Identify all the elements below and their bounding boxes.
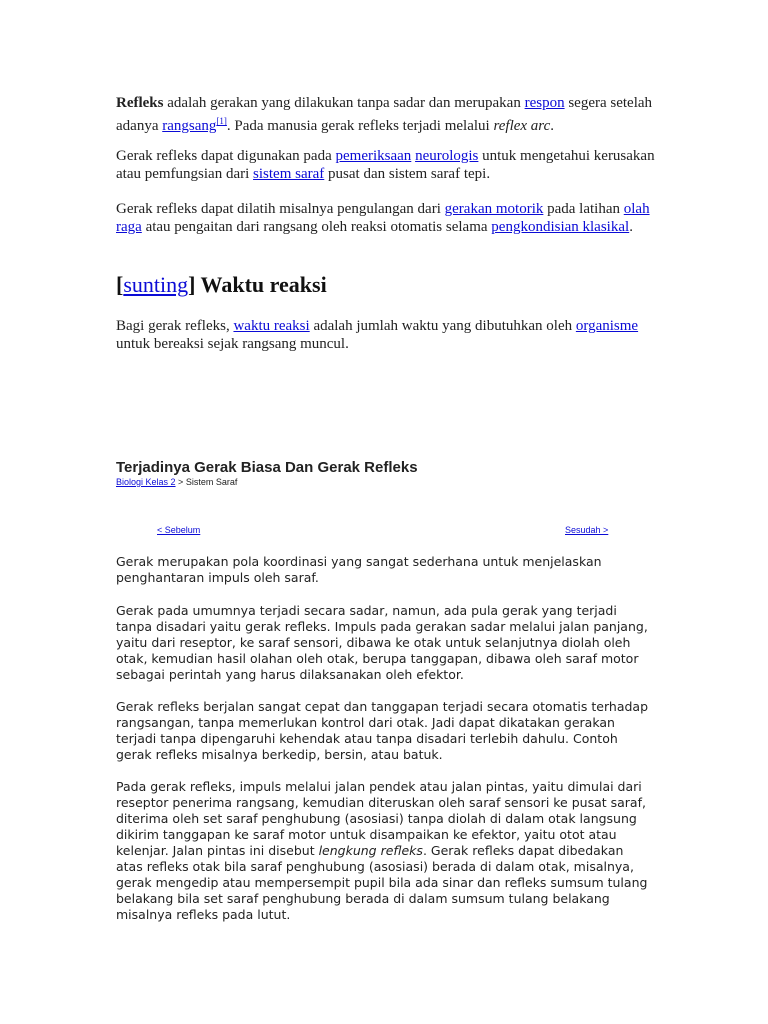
section-heading-waktu-reaksi — [116, 271, 327, 299]
next-link[interactable]: Sesudah > — [565, 525, 609, 535]
link-pemeriksaan[interactable]: pemeriksaan — [335, 148, 412, 164]
text: Gerak refleks dapat digunakan pada — [116, 148, 336, 164]
bracket: ] — [188, 272, 196, 297]
text: . Pada manusia gerak refleks terjadi melalui — [226, 118, 494, 134]
link-waktu-reaksi[interactable]: waktu reaksi — [233, 318, 310, 334]
text: untuk mengetahui kerusakan atau pemfungsian dari — [116, 148, 655, 182]
text: . — [550, 118, 554, 134]
link-rangsang[interactable]: rangsang — [162, 118, 217, 134]
text: segera setelah adanya — [116, 95, 653, 134]
paragraph-pemeriksaan — [116, 147, 656, 183]
link-gerakan-motorik[interactable]: gerakan motorik — [444, 201, 544, 217]
text: Gerak refleks dapat dilatih misalnya pengulangan dari — [116, 201, 445, 217]
link-neurologis[interactable]: neurologis — [415, 148, 479, 164]
breadcrumb-separator: > — [175, 477, 186, 487]
article-paragraph-1: Gerak merupakan pola koordinasi yang sangat sederhana untuk menjelaskan penghantaran impuls oleh saraf. — [116, 554, 602, 585]
breadcrumb-link-biologi-kelas-2[interactable]: Biologi Kelas 2 — [116, 477, 176, 487]
text: untuk bereaksi sejak rangsang muncul. — [116, 336, 349, 352]
text: pada latihan — [543, 201, 624, 217]
paragraph-waktu-reaksi — [116, 317, 656, 353]
breadcrumb-current: Sistem Saraf — [185, 477, 238, 487]
text: atau pengaitan dari rangsang oleh reaksi otomatis selama — [141, 219, 492, 235]
text: pusat dan sistem saraf tepi. — [324, 166, 491, 182]
text: adalah jumlah waktu yang dibutuhkan oleh — [309, 318, 576, 334]
article-paragraph-4 — [116, 779, 652, 923]
link-organisme[interactable]: organisme — [575, 318, 639, 334]
link-olah-raga[interactable]: olah raga — [116, 201, 650, 235]
text: adalah gerakan yang dilakukan tanpa sadar dan merupakan — [163, 95, 525, 111]
bracket: [ — [116, 272, 124, 297]
section-title: Waktu reaksi — [195, 272, 327, 297]
article-paragraph-3: Gerak refleks berjalan sangat cepat dan tanggapan terjadi secara otomatis terhadap rangsangan, tanpa memerlukan kontrol dari otak. Jadi dapat dikatakan gerakan terjadi tanpa dipengaruhi kehendak atau tanpa disadari terlebih dahulu. Contoh gerak refleks misalnya berkedip, bersin, atau batuk. — [116, 699, 649, 762]
breadcrumb — [116, 476, 237, 488]
link-pengkondisian-klasikal[interactable]: pengkondisian klasikal — [491, 219, 630, 235]
link-respon[interactable]: respon — [524, 95, 565, 111]
italic-lengkung-refleks: lengkung refleks — [318, 843, 423, 858]
reference-link[interactable]: [1] — [216, 116, 227, 126]
text: . Gerak refleks dapat dibedakan atas refleks otak bila saraf penghubung (asosiasi) berada di dalam otak, misalnya, gerak mengedip atau mempersempit pupil bila ada sinar dan refleks sumsum tulang belakang bila set saraf penghubung berada di dalam sumsum tulang belakang misalnya refleks pada lutut. — [116, 843, 648, 922]
article-paragraph-2: Gerak pada umumnya terjadi secara sadar, namun, ada pula gerak yang terjadi tanpa disadari yaitu gerak refleks. Impuls pada gerakan sadar melalui jalan panjang, yaitu dari reseptor, ke saraf sensori, dibawa ke otak untuk selanjutnya diolah oleh otak, kemudian hasil olahan oleh otak, berupa tanggapan, dibawa oleh saraf motor sebagai perintah yang harus dilaksanakan oleh efektor. — [116, 603, 648, 682]
paragraph-latihan — [116, 200, 656, 236]
term-refleks: Refleks — [116, 95, 164, 111]
edit-section-link[interactable]: sunting — [123, 272, 189, 297]
link-sistem-saraf[interactable]: sistem saraf — [253, 166, 325, 182]
text: . — [629, 219, 633, 235]
paragraph-refleks-definition — [116, 94, 656, 135]
previous-link[interactable]: < Sebelum — [157, 525, 201, 535]
italic-reflex-arc: reflex arc — [493, 118, 551, 134]
text: Bagi gerak refleks, — [116, 318, 234, 334]
text: Pada gerak refleks, impuls melalui jalan pendek atau jalan pintas, yaitu dimulai dari reseptor penerima rangsang, kemudian diteruskan oleh saraf sensori ke pusat saraf, diterima oleh set saraf penghubung (asosiasi) tanpa diolah di dalam otak langsung dikirim tanggapan ke saraf motor untuk disampaikan ke efektor, yaitu otot atau kelenjar. Jalan pintas ini disebut — [116, 779, 646, 858]
article-title: Terjadinya Gerak Biasa Dan Gerak Refleks — [116, 459, 418, 476]
